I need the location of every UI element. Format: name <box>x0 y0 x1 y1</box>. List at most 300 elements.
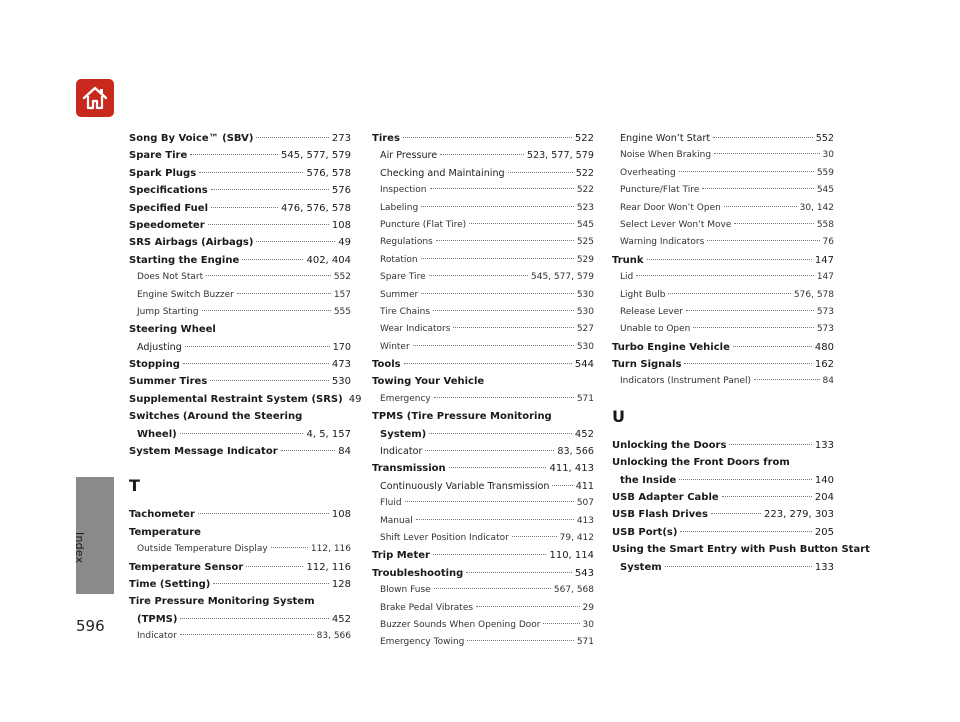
index-entry[interactable] <box>129 252 351 269</box>
index-entry[interactable] <box>372 426 594 443</box>
page-reference-link[interactable]: 76 <box>822 237 834 248</box>
page-reference-link[interactable]: 473 <box>331 359 351 371</box>
entry-term: Puncture (Flat Tire) <box>380 219 467 230</box>
entry-term: (TPMS) <box>137 613 178 625</box>
page-reference-link[interactable]: 29 <box>582 602 594 613</box>
leader-dots <box>434 588 551 589</box>
entry-term: Speedometer <box>129 219 205 231</box>
index-entry[interactable] <box>372 443 594 460</box>
leader-dots <box>543 623 579 624</box>
entry-term: Indicator <box>137 631 177 642</box>
index-entry[interactable] <box>372 217 594 234</box>
index-entry[interactable] <box>129 576 351 593</box>
leader-dots <box>180 433 304 434</box>
page-reference-link[interactable]: 4, 5, 157 <box>306 428 351 440</box>
leader-dots <box>713 137 813 138</box>
leader-dots <box>440 154 524 155</box>
entry-term: Unlocking the Doors <box>612 439 727 451</box>
index-entry[interactable] <box>129 356 351 373</box>
index-entry[interactable] <box>372 495 594 512</box>
index-entry[interactable] <box>612 234 834 251</box>
page-reference-link[interactable]: 128 <box>331 578 351 590</box>
page-reference-link[interactable]: 112, 116 <box>310 544 351 555</box>
leader-dots <box>647 259 812 260</box>
page-reference-link[interactable]: 112, 116 <box>306 561 351 573</box>
leader-dots <box>429 433 572 434</box>
index-side-tab[interactable] <box>73 477 114 594</box>
entry-term: Supplemental Restraint System (SRS) <box>129 393 343 405</box>
entry-term: Brake Pedal Vibrates <box>380 602 474 613</box>
index-entry[interactable] <box>372 600 594 617</box>
index-entry[interactable] <box>372 130 594 147</box>
page-reference-link[interactable]: 522 <box>576 185 594 196</box>
entry-term: USB Adapter Cable <box>612 492 719 504</box>
entry-term: Tires <box>372 133 400 144</box>
leader-dots <box>430 188 574 189</box>
index-entry[interactable] <box>129 541 351 558</box>
page-reference-link[interactable]: 147 <box>816 272 834 283</box>
leader-dots <box>469 223 574 224</box>
entry-term: Trunk <box>612 254 644 266</box>
entry-term: Spare Tire <box>129 150 188 162</box>
page-reference-link[interactable]: 30, 142 <box>799 202 834 213</box>
page-reference-link[interactable]: 576 <box>331 185 351 197</box>
leader-dots <box>467 640 573 641</box>
leader-dots <box>183 363 329 364</box>
page-reference-link[interactable]: 402, 404 <box>306 254 351 266</box>
leader-dots <box>429 275 528 276</box>
index-entry[interactable] <box>612 147 834 164</box>
index-entry[interactable] <box>372 269 594 286</box>
leader-dots <box>180 618 328 619</box>
index-entry[interactable] <box>612 304 834 321</box>
leader-dots <box>733 346 812 347</box>
leader-dots <box>707 240 819 241</box>
index-entry[interactable] <box>129 287 351 304</box>
leader-dots <box>453 327 573 328</box>
entry-term: Towing Your Vehicle <box>372 376 485 388</box>
leader-dots <box>722 496 812 497</box>
index-entry[interactable] <box>129 339 351 356</box>
page-reference-link[interactable]: 530 <box>576 341 594 352</box>
entry-term: Puncture/Flat Tire <box>620 185 700 196</box>
index-entry[interactable] <box>129 373 351 390</box>
leader-dots <box>679 479 812 480</box>
entry-term: Inspection <box>380 185 427 196</box>
index-entry <box>129 321 351 338</box>
entry-term: System Message Indicator <box>129 446 278 458</box>
leader-dots <box>242 259 303 260</box>
leader-dots <box>714 153 819 154</box>
home-button[interactable] <box>76 79 114 117</box>
page-reference-link[interactable]: 522 <box>575 167 594 179</box>
page-reference-link[interactable]: 545, 577, 579 <box>531 272 594 283</box>
index-entry[interactable] <box>612 165 834 182</box>
index-entry[interactable] <box>612 437 834 454</box>
leader-dots <box>734 223 813 224</box>
entry-term: System <box>620 561 662 573</box>
entry-term: Lid <box>620 272 634 283</box>
index-entry[interactable] <box>129 130 351 147</box>
index-entry[interactable] <box>612 321 834 338</box>
entry-term: SRS Airbags (Airbags) <box>129 237 254 249</box>
index-entry[interactable] <box>372 565 594 582</box>
page-reference-link[interactable]: 140 <box>814 474 834 486</box>
index-entry[interactable] <box>612 252 834 269</box>
entry-term: Emergency <box>380 393 431 404</box>
index-column-3 <box>612 130 870 576</box>
index-entry[interactable] <box>129 559 351 576</box>
entry-term: Continuously Variable Transmission <box>380 480 550 492</box>
entry-term: Emergency Towing <box>380 637 465 648</box>
page-reference-link[interactable]: 84 <box>822 376 834 387</box>
index-entry[interactable] <box>129 506 351 523</box>
index-entry[interactable] <box>372 339 594 356</box>
index-entry[interactable] <box>612 130 834 147</box>
page-reference-link[interactable]: 571 <box>576 393 594 404</box>
page-reference-link[interactable]: 522 <box>574 133 594 144</box>
index-entry[interactable] <box>612 182 834 199</box>
index-entry[interactable] <box>372 304 594 321</box>
entry-term: Engine Won’t Start <box>620 133 711 144</box>
entry-term: Temperature Sensor <box>129 561 244 573</box>
index-entry[interactable] <box>372 391 594 408</box>
page-reference-link[interactable]: 576, 578 <box>793 289 834 300</box>
page-reference-link[interactable]: 133 <box>814 439 834 451</box>
page-reference-link[interactable]: 527 <box>576 324 594 335</box>
page-reference-link[interactable]: 49 <box>348 393 362 405</box>
index-entry[interactable] <box>129 269 351 286</box>
leader-dots <box>449 467 547 468</box>
index-entry[interactable] <box>612 524 834 541</box>
leader-dots <box>466 572 572 573</box>
entry-term: Warning Indicators <box>620 237 705 248</box>
index-entry[interactable] <box>372 234 594 251</box>
entry-term: Select Lever Won’t Move <box>620 219 732 230</box>
index-entry[interactable] <box>612 373 834 390</box>
index-entry[interactable] <box>372 147 594 164</box>
entry-term: Summer Tires <box>129 376 208 388</box>
entry-term: Spark Plugs <box>129 167 197 179</box>
leader-dots <box>693 327 813 328</box>
entry-term: Switches (Around the Steering <box>129 411 303 423</box>
entry-term: Wheel) <box>137 428 177 440</box>
page-reference-link[interactable]: 573 <box>816 324 834 335</box>
index-entry <box>129 524 351 541</box>
leader-dots <box>403 137 572 138</box>
entry-term: Checking and Maintaining <box>380 167 505 179</box>
index-entry[interactable] <box>129 200 351 217</box>
entry-term: System) <box>380 428 427 440</box>
leader-dots <box>246 566 303 567</box>
page-reference-link[interactable]: 205 <box>814 526 834 538</box>
leader-dots <box>729 444 812 445</box>
leader-dots <box>199 172 303 173</box>
page-reference-link[interactable]: 530 <box>576 306 594 317</box>
page-reference-link[interactable]: 576, 578 <box>306 167 351 179</box>
leader-dots <box>421 258 574 259</box>
page-reference-link[interactable]: 452 <box>331 613 351 625</box>
index-entry[interactable] <box>372 182 594 199</box>
leader-dots <box>702 188 814 189</box>
page-reference-link[interactable]: 411, 413 <box>549 463 594 475</box>
page-reference-link[interactable]: 543 <box>574 567 594 579</box>
page-reference-link[interactable]: 30 <box>822 150 834 161</box>
entry-term: Time (Setting) <box>129 578 211 590</box>
entry-term: Turbo Engine Vehicle <box>612 341 730 353</box>
index-entry[interactable] <box>372 513 594 530</box>
leader-dots <box>211 207 278 208</box>
index-entry[interactable] <box>129 611 351 628</box>
index-entry <box>372 373 594 390</box>
leader-dots <box>208 224 329 225</box>
page-reference-link[interactable]: 525 <box>576 237 594 248</box>
index-entry[interactable] <box>612 506 834 523</box>
entry-term: Engine Switch Buzzer <box>137 289 234 300</box>
leader-dots <box>425 450 554 451</box>
page-number: 596 <box>76 617 105 635</box>
index-entry[interactable] <box>129 147 351 164</box>
leader-dots <box>724 206 797 207</box>
entry-term: Tools <box>372 359 401 371</box>
index-entry[interactable] <box>129 426 351 443</box>
leader-dots <box>404 363 572 364</box>
index-entry[interactable] <box>612 287 834 304</box>
leader-dots <box>679 171 814 172</box>
entry-term: Rotation <box>380 254 418 265</box>
entry-term: Steering Wheel <box>129 324 216 336</box>
index-entry[interactable] <box>612 269 834 286</box>
entry-term: Light Bulb <box>620 289 666 300</box>
entry-term: Overheating <box>620 167 676 178</box>
leader-dots <box>416 519 574 520</box>
index-entry[interactable] <box>372 530 594 547</box>
leader-dots <box>256 241 335 242</box>
page-reference-link[interactable]: 83, 566 <box>316 631 351 642</box>
entry-term: Release Lever <box>620 306 683 317</box>
leader-dots <box>433 554 547 555</box>
page-reference-link[interactable]: 223, 279, 303 <box>764 509 834 521</box>
index-entry[interactable] <box>129 443 351 460</box>
index-entry <box>129 593 351 610</box>
leader-dots <box>202 310 331 311</box>
leader-dots <box>281 450 336 451</box>
index-entry[interactable] <box>372 356 594 373</box>
page-reference-link[interactable]: 108 <box>331 219 351 231</box>
page-reference-link[interactable]: 545, 577, 579 <box>281 150 351 162</box>
entry-term: the Inside <box>620 474 677 486</box>
index-entry[interactable] <box>612 472 834 489</box>
leader-dots <box>686 310 814 311</box>
entry-term: Wear Indicators <box>380 324 451 335</box>
entry-term: Air Pressure <box>380 150 438 162</box>
entry-term: Outside Temperature Display <box>137 544 268 555</box>
entry-term: TPMS (Tire Pressure Monitoring <box>372 411 552 423</box>
page-reference-link[interactable]: 558 <box>816 219 834 230</box>
leader-dots <box>213 583 329 584</box>
index-entry[interactable] <box>372 478 594 495</box>
index-entry[interactable] <box>372 165 594 182</box>
leader-dots <box>211 189 329 190</box>
page-reference-link[interactable]: 157 <box>333 289 351 300</box>
entry-term: Regulations <box>380 237 433 248</box>
index-entry[interactable] <box>372 582 594 599</box>
index-entry[interactable] <box>612 217 834 234</box>
entry-term: Buzzer Sounds When Opening Door <box>380 619 541 630</box>
index-entry[interactable] <box>129 234 351 251</box>
entry-term: USB Flash Drives <box>612 509 708 521</box>
page-reference-link[interactable]: 30 <box>582 619 594 630</box>
index-entry[interactable] <box>612 200 834 217</box>
entry-term: Specified Fuel <box>129 202 208 214</box>
index-entry[interactable] <box>372 200 594 217</box>
page-reference-link[interactable]: 552 <box>333 272 351 283</box>
entry-term: Trip Meter <box>372 550 430 562</box>
index-entry[interactable] <box>372 547 594 564</box>
page-reference-link[interactable]: 555 <box>333 306 351 317</box>
entry-term: Tire Pressure Monitoring System <box>129 596 315 608</box>
page-reference-link[interactable]: 162 <box>814 359 834 371</box>
entry-term: Starting the Engine <box>129 254 240 266</box>
entry-term: Specifications <box>129 185 208 197</box>
page-reference-link[interactable]: 413 <box>576 515 594 526</box>
page-reference-link[interactable]: 84 <box>338 446 351 458</box>
index-entry[interactable] <box>129 165 351 182</box>
entry-term: Adjusting <box>137 341 182 353</box>
page-reference-link[interactable]: 170 <box>332 341 351 353</box>
index-entry <box>129 408 351 425</box>
page-reference-link[interactable]: 567, 568 <box>553 585 594 596</box>
index-entry[interactable] <box>612 356 834 373</box>
leader-dots <box>271 547 308 548</box>
page-reference-link[interactable]: 83, 566 <box>557 446 594 458</box>
index-entry[interactable] <box>372 617 594 634</box>
entry-term: Blown Fuse <box>380 585 431 596</box>
index-entry[interactable] <box>129 217 351 234</box>
leader-dots <box>476 606 579 607</box>
entry-term: Fluid <box>380 498 402 509</box>
leader-dots <box>684 363 811 364</box>
leader-dots <box>210 380 329 381</box>
entry-term: USB Port(s) <box>612 526 678 538</box>
entry-term: Winter <box>380 341 410 352</box>
page-reference-link[interactable]: 79, 412 <box>559 532 594 543</box>
index-entry[interactable] <box>129 391 362 408</box>
leader-dots <box>668 293 791 294</box>
leader-dots <box>413 345 574 346</box>
page-reference-link[interactable]: 559 <box>816 167 834 178</box>
leader-dots <box>508 172 573 173</box>
entry-term: Spare Tire <box>380 272 426 283</box>
index-entry[interactable] <box>612 339 834 356</box>
leader-dots <box>711 513 761 514</box>
index-entry[interactable] <box>612 489 834 506</box>
page-reference-link[interactable]: 530 <box>331 376 351 388</box>
index-entry[interactable] <box>372 634 594 651</box>
index-entry[interactable] <box>612 559 834 576</box>
page-reference-link[interactable]: 507 <box>576 498 594 509</box>
entry-term: Unable to Open <box>620 324 691 335</box>
entry-term: Indicator <box>380 446 423 458</box>
entry-term: Using the Smart Entry with Push Button Start <box>612 544 870 556</box>
entry-term: Shift Lever Position Indicator <box>380 532 509 543</box>
leader-dots <box>433 310 574 311</box>
page-reference-link[interactable]: 523, 577, 579 <box>526 150 594 162</box>
entry-term: Turn Signals <box>612 359 682 371</box>
entry-term: Indicators (Instrument Panel) <box>620 376 752 387</box>
leader-dots <box>190 154 278 155</box>
leader-dots <box>680 531 811 532</box>
page-reference-link[interactable]: 545 <box>576 219 594 230</box>
page-reference-link[interactable]: 147 <box>814 254 834 266</box>
index-entry <box>372 408 594 425</box>
page-reference-link[interactable]: 49 <box>338 237 351 249</box>
entry-term: Song By Voice™ (SBV) <box>129 133 254 144</box>
page-reference-link[interactable]: 530 <box>576 289 594 300</box>
leader-dots <box>754 379 820 380</box>
index-column-1 <box>129 130 362 646</box>
leader-dots <box>552 485 572 486</box>
index-entry[interactable] <box>372 287 594 304</box>
entry-term: Jump Starting <box>137 306 199 317</box>
page-reference-link[interactable]: 476, 576, 578 <box>281 202 351 214</box>
page-reference-link[interactable]: 204 <box>814 492 834 504</box>
index-entry[interactable] <box>129 628 351 645</box>
leader-dots <box>185 346 330 347</box>
leader-dots <box>237 293 331 294</box>
page-reference-link[interactable]: 480 <box>814 341 834 353</box>
page-reference-link[interactable]: 571 <box>576 637 594 648</box>
page-reference-link[interactable]: 523 <box>576 202 594 213</box>
page-reference-link[interactable]: 411 <box>575 480 594 492</box>
leader-dots <box>421 206 574 207</box>
page-reference-link[interactable]: 273 <box>331 133 351 144</box>
page-reference-link[interactable]: 573 <box>816 306 834 317</box>
entry-term: Troubleshooting <box>372 567 464 579</box>
section-letter: U <box>612 406 625 426</box>
page-reference-link[interactable]: 108 <box>331 509 351 521</box>
entry-term: Temperature <box>129 526 201 538</box>
leader-dots <box>636 275 814 276</box>
index-entry[interactable] <box>129 182 351 199</box>
page-reference-link[interactable]: 545 <box>816 185 834 196</box>
index-entry[interactable] <box>129 304 351 321</box>
page-reference-link[interactable]: 452 <box>574 428 594 440</box>
entry-term: Summer <box>380 289 419 300</box>
leader-dots <box>421 293 574 294</box>
page-reference-link[interactable]: 110, 114 <box>549 550 594 562</box>
index-entry[interactable] <box>372 460 594 477</box>
leader-dots <box>256 137 328 138</box>
leader-dots <box>665 566 812 567</box>
entry-term: Noise When Braking <box>620 150 712 161</box>
page-reference-link[interactable]: 529 <box>576 254 594 265</box>
page-reference-link[interactable]: 133 <box>814 561 834 573</box>
index-entry <box>612 541 870 558</box>
entry-term: Tire Chains <box>380 306 431 317</box>
leader-dots <box>434 397 574 398</box>
page-reference-link[interactable]: 552 <box>815 133 834 144</box>
page-reference-link[interactable]: 544 <box>574 359 594 371</box>
index-column-2 <box>372 130 594 652</box>
index-entry[interactable] <box>372 321 594 338</box>
section-letter: T <box>129 476 140 496</box>
leader-dots <box>436 240 574 241</box>
leader-dots <box>180 634 314 635</box>
leader-dots <box>206 275 331 276</box>
index-entry[interactable] <box>372 252 594 269</box>
entry-term: Stopping <box>129 359 180 371</box>
